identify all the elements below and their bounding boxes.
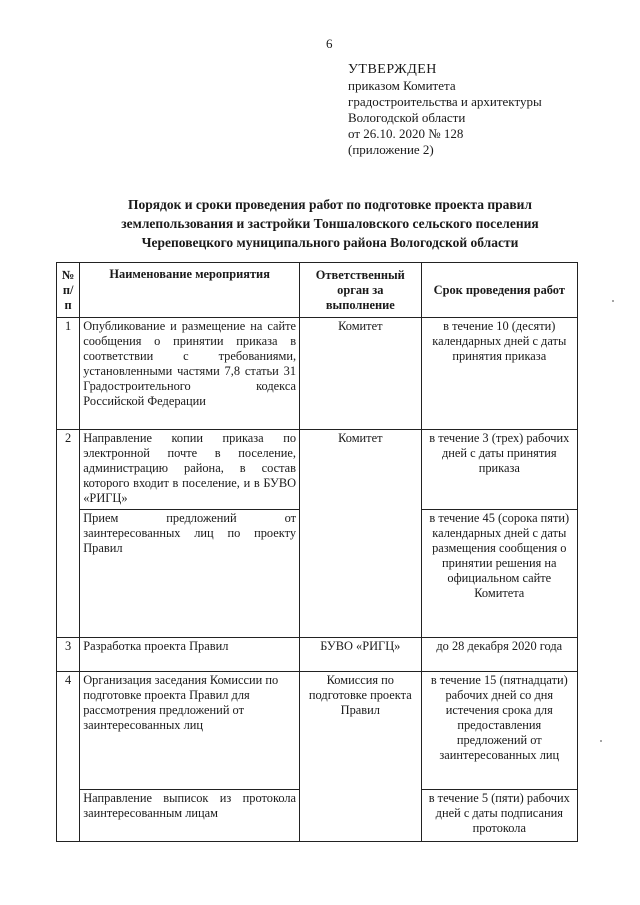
- row-name: Организация заседания Комиссии по подготовке проекта Правил для рассмотрения предложений от заинтересованных лиц: [80, 672, 300, 790]
- title-line: землепользования и застройки Тоншаловского сельского поселения: [121, 216, 539, 231]
- row-deadline: в течение 3 (трех) рабочих дней с даты принятия приказа: [421, 430, 577, 510]
- row-responsible: БУВО «РИГЦ»: [300, 638, 422, 672]
- table-header-row: [57, 263, 578, 318]
- row-name: Направление выписок из протокола заинтересованным лицам: [80, 790, 300, 842]
- page-number: 6: [326, 36, 333, 51]
- approval-heading: УТВЕРЖДЕН: [348, 62, 437, 77]
- row-deadline: в течение 45 (сорока пяти) календарных дней с даты размещения сообщения о принятии решения на официальном сайте Комитета: [421, 510, 577, 638]
- row-name: Опубликование и размещение на сайте сообщения о принятии приказа в соответствии с требованиями, установленными частями 7,8 статьи 31 Градостроительного кодекса Российской Федерации: [80, 318, 300, 430]
- row-deadline: до 28 декабря 2020 года: [421, 638, 577, 672]
- header-responsible: Ответственный орган за выполнение: [300, 263, 422, 318]
- row-num: 4: [57, 672, 80, 842]
- approval-line: приказом Комитета: [348, 78, 456, 93]
- row-deadline: в течение 10 (десяти) календарных дней с даты принятия приказа: [421, 318, 577, 430]
- row-deadline: в течение 5 (пяти) рабочих дней с даты подписания протокола: [421, 790, 577, 842]
- approval-line: (приложение 2): [348, 142, 434, 157]
- row-responsible: Комиссия по подготовке проекта Правил: [300, 672, 422, 842]
- row-deadline: в течение 15 (пятнадцати) рабочих дней со дня истечения срока для предоставления предложений от заинтересованных лиц: [421, 672, 577, 790]
- header-name: Наименование мероприятия: [80, 263, 300, 318]
- document-title: [60, 195, 600, 252]
- table-row: [57, 430, 578, 510]
- table-row: [57, 318, 578, 430]
- title-line: Порядок и сроки проведения работ по подготовке проекта правил: [127, 197, 532, 212]
- table-row: [57, 638, 578, 672]
- row-name: Направление копии приказа по электронной почте в поселение, администрацию района, в состав которого входит в поселение, и в БУВО «РИГЦ»: [80, 430, 300, 510]
- header-deadline: Срок проведения работ: [421, 263, 577, 318]
- scan-speck: [612, 300, 614, 302]
- row-num: 3: [57, 638, 80, 672]
- approval-stamp: [348, 62, 542, 158]
- approval-line: от 26.10. 2020 № 128: [348, 126, 464, 141]
- row-num: 1: [57, 318, 80, 430]
- row-num: 2: [57, 430, 80, 638]
- row-responsible: Комитет: [300, 430, 422, 638]
- row-responsible: Комитет: [300, 318, 422, 430]
- scan-speck: [600, 740, 602, 742]
- row-name: Прием предложений от заинтересованных лиц по проекту Правил: [80, 510, 300, 638]
- table-row: [57, 672, 578, 790]
- approval-line: градостроительства и архитектуры: [348, 94, 542, 109]
- approval-line: Вологодской области: [348, 110, 466, 125]
- header-num: № п/п: [57, 263, 80, 318]
- schedule-table: [56, 262, 578, 842]
- row-name: Разработка проекта Правил: [80, 638, 300, 672]
- title-line: Череповецкого муниципального района Вологодской области: [141, 235, 519, 250]
